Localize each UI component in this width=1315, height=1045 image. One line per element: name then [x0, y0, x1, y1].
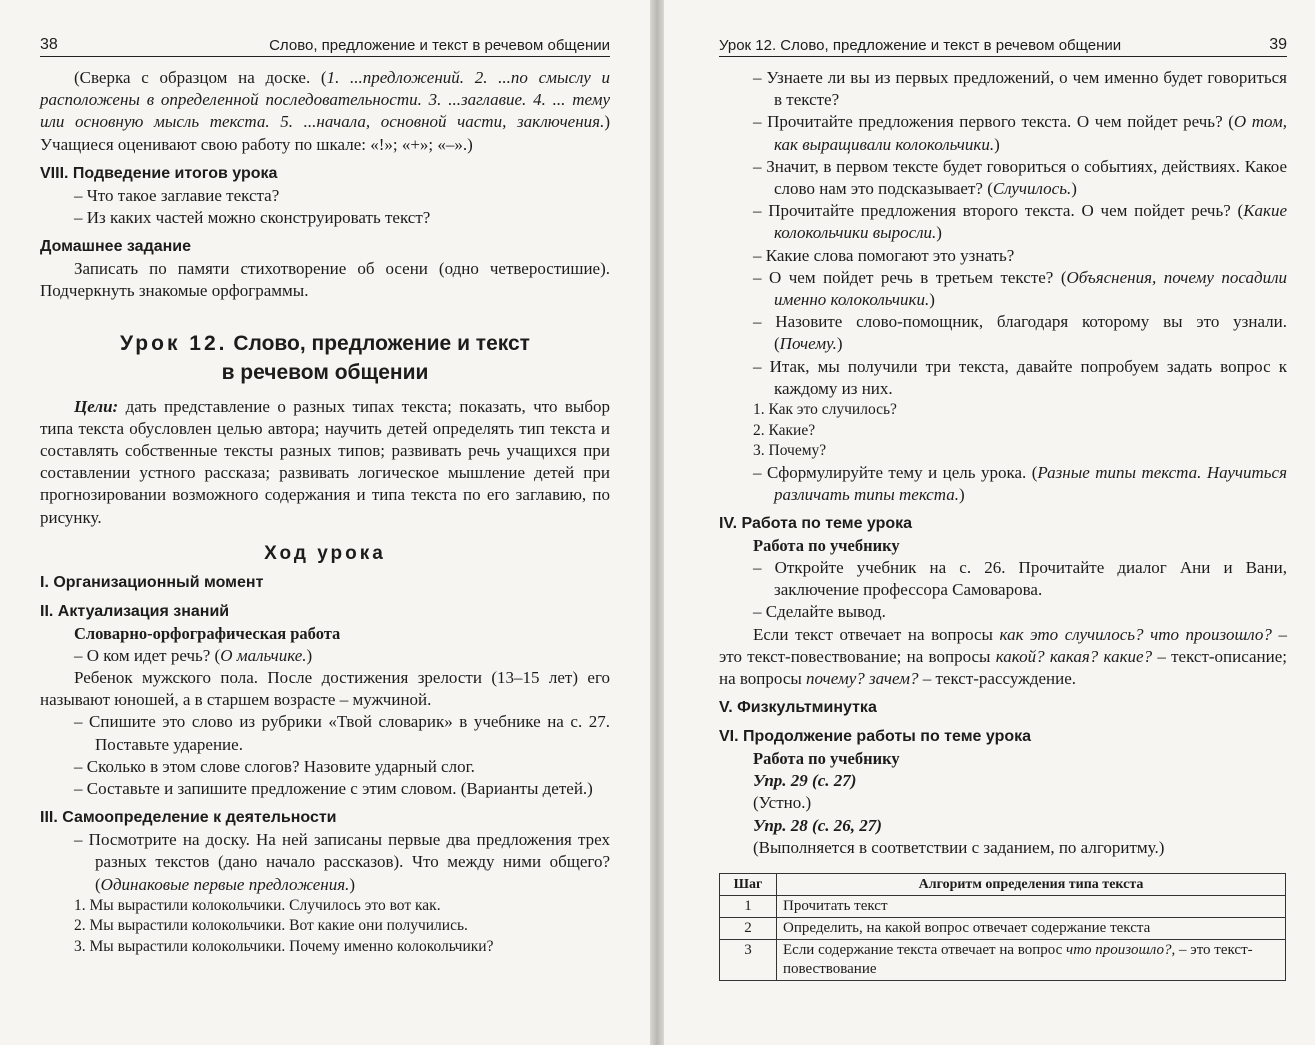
goals-paragraph: Цели: дать представление о разных типах текста; показать, что выбор типа текста обусловлен целью автора; научить детей определять тип текста и составлять собственные тексты разных типов; развивать речь учащихся при составлении устного рассказа; развивать логическое мышление детей при прогнозировании возможного содержания и типа текста по его заглавию, по рисунку. — [40, 396, 610, 527]
section-6-subheading: Работа по учебнику — [753, 749, 900, 769]
table-cell-text: Если содержание текста отвечает на вопрос что произошло?, – это текст-повествование — [777, 939, 1286, 980]
intro-paragraph: (Сверка с образцом на доске. (1. ...предложений. 2. ...по смыслу и расположены в определенной последовательности. 3. ...заглавие. 4. ... тему или основную мысль текста. 5. ...начала, основной части, заключения.) Учащиеся оценивают свою работу по шкале: «!»; «+»; «–».) — [40, 68, 610, 154]
numbered-item: 2. Какие? — [753, 421, 816, 439]
left-running-head — [40, 0, 610, 57]
right-page-number: 39 — [1269, 36, 1287, 53]
table-row — [720, 917, 1286, 939]
section-5-heading: V. Физкультминутка — [719, 699, 877, 717]
s2-question: – О ком идет речь? (О мальчике.) — [74, 645, 313, 665]
numbered-item: 1. Мы вырастили колокольчики. Случилось это вот как. — [74, 896, 441, 914]
list-item: – Спишите это слово из рубрики «Твой словарик» в учебнике на с. 27. Поставьте ударение. — [74, 712, 610, 754]
section-2-subheading: Словарно-орфографическая работа — [74, 623, 341, 643]
list-item: – Назовите слово-помощник, благодаря которому вы это узнали. (Почему.) — [753, 312, 1287, 354]
numbered-item: 2. Мы вырастили колокольчики. Вот какие они получились. — [74, 917, 468, 935]
table-row — [720, 895, 1286, 917]
list-item: – Какие слова помогают это узнать? — [753, 245, 1015, 265]
exercise-29: Упр. 29 (с. 27) — [753, 771, 857, 791]
exercise-28: Упр. 28 (с. 26, 27) — [753, 815, 882, 835]
left-page-number: 38 — [40, 36, 58, 53]
table-cell-text: Определить, на какой вопрос отвечает содержание текста — [777, 917, 1286, 939]
s3-question: – Посмотрите на доску. На ней записаны первые два предложения трех разных текстов (дано начало рассказов). Что между ними общего? (Одинаковые первые предложения.) — [74, 830, 610, 894]
left-running-title: Слово, предложение и текст в речевом общении — [269, 37, 610, 54]
list-item: – Прочитайте предложения первого текста. О чем пойдет речь? (О том, как выращивали колокольчики.) — [753, 112, 1288, 154]
section-1-heading: I. Организационный момент — [40, 573, 264, 591]
list-item: – Итак, мы получили три текста, давайте попробуем задать вопрос к каждому из них. — [753, 356, 1287, 398]
list-item: – О чем пойдет речь в третьем тексте? (Объяснения, почему посадили именно колокольчики.) — [753, 267, 1287, 310]
algorithm-table — [719, 873, 1286, 981]
list-item: – Значит, в первом тексте будет говориться о событиях, действиях. Какое слово нам это подсказывает? (Случилось.) — [753, 156, 1287, 199]
right-running-title: Урок 12. Слово, предложение и текст в речевом общении — [719, 37, 1122, 54]
numbered-item: 1. Как это случилось? — [753, 401, 897, 419]
numbered-item: 3. Почему? — [753, 442, 827, 460]
book-gutter — [650, 0, 664, 1045]
section-4-subheading: Работа по учебнику — [753, 535, 900, 555]
table-header-row — [720, 873, 1286, 895]
list-item: – Из каких частей можно сконструировать текст? — [74, 208, 431, 228]
list-item: – Прочитайте предложения второго текста. О чем пойдет речь? (Какие колокольчики выросли.) — [753, 201, 1287, 243]
section-2-heading: II. Актуализация знаний — [40, 602, 230, 620]
section-6-heading: VI. Продолжение работы по теме урока — [719, 728, 1032, 746]
s2-text: Ребенок мужского пола. После достижения зрелости (13–15 лет) его называют юношей, а в старшем возрасте – мужчиной. — [40, 668, 610, 710]
lesson-progress-heading: Ход урока — [264, 542, 386, 564]
homework-text: Записать по памяти стихотворение об осени (одно четверостишие). Подчеркнуть знакомые орфограммы. — [40, 259, 610, 301]
list-item: – Сколько в этом слове слогов? Назовите ударный слог. — [74, 756, 475, 776]
exercise-28-note: (Выполняется в соответствии с заданием, по алгоритму.) — [753, 837, 1165, 857]
table-header-step: Шаг — [720, 873, 777, 895]
section-3-heading: III. Самоопределение к деятельности — [40, 809, 337, 827]
table-cell-step: 1 — [720, 895, 777, 917]
list-item: – Откройте учебник на с. 26. Прочитайте диалог Ани и Вани, заключение профессора Самоварова. — [753, 557, 1287, 600]
lesson-title: Урок 12. Слово, предложение и текст в речевом общении — [120, 331, 530, 384]
list-item: – Узнаете ли вы из первых предложений, о чем именно будет говориться в тексте? — [753, 68, 1287, 110]
table-cell-step: 3 — [720, 939, 777, 980]
homework-heading: Домашнее задание — [40, 238, 192, 256]
table-cell-step: 2 — [720, 917, 777, 939]
left-page — [0, 0, 650, 1045]
list-item: – Что такое заглавие текста? — [74, 185, 280, 205]
numbered-item: 3. Мы вырастили колокольчики. Почему именно колокольчики? — [74, 937, 494, 955]
table-row — [720, 939, 1286, 980]
section-8-heading: VIII. Подведение итогов урока — [40, 164, 278, 182]
table-header-algorithm: Алгоритм определения типа текста — [777, 873, 1286, 895]
list-item: – Составьте и запишите предложение с этим словом. (Варианты детей.) — [74, 779, 593, 799]
exercise-29-note: (Устно.) — [753, 793, 812, 813]
list-item: – Сделайте вывод. — [753, 602, 886, 622]
right-page — [664, 0, 1315, 1045]
table-cell-text: Прочитать текст — [777, 895, 1286, 917]
list-item: – Сформулируйте тему и цель урока. (Разные типы текста. Научиться различать типы текста.) — [753, 462, 1287, 504]
s4-paragraph: Если текст отвечает на вопросы как это случилось? что произошло? – это текст-повествование; на вопросы какой? какая? какие? – текст-описание; на вопросы почему? зачем? – текст-рассуждение. — [719, 624, 1288, 688]
section-4-heading: IV. Работа по теме урока — [719, 514, 913, 532]
right-running-head — [719, 0, 1287, 57]
